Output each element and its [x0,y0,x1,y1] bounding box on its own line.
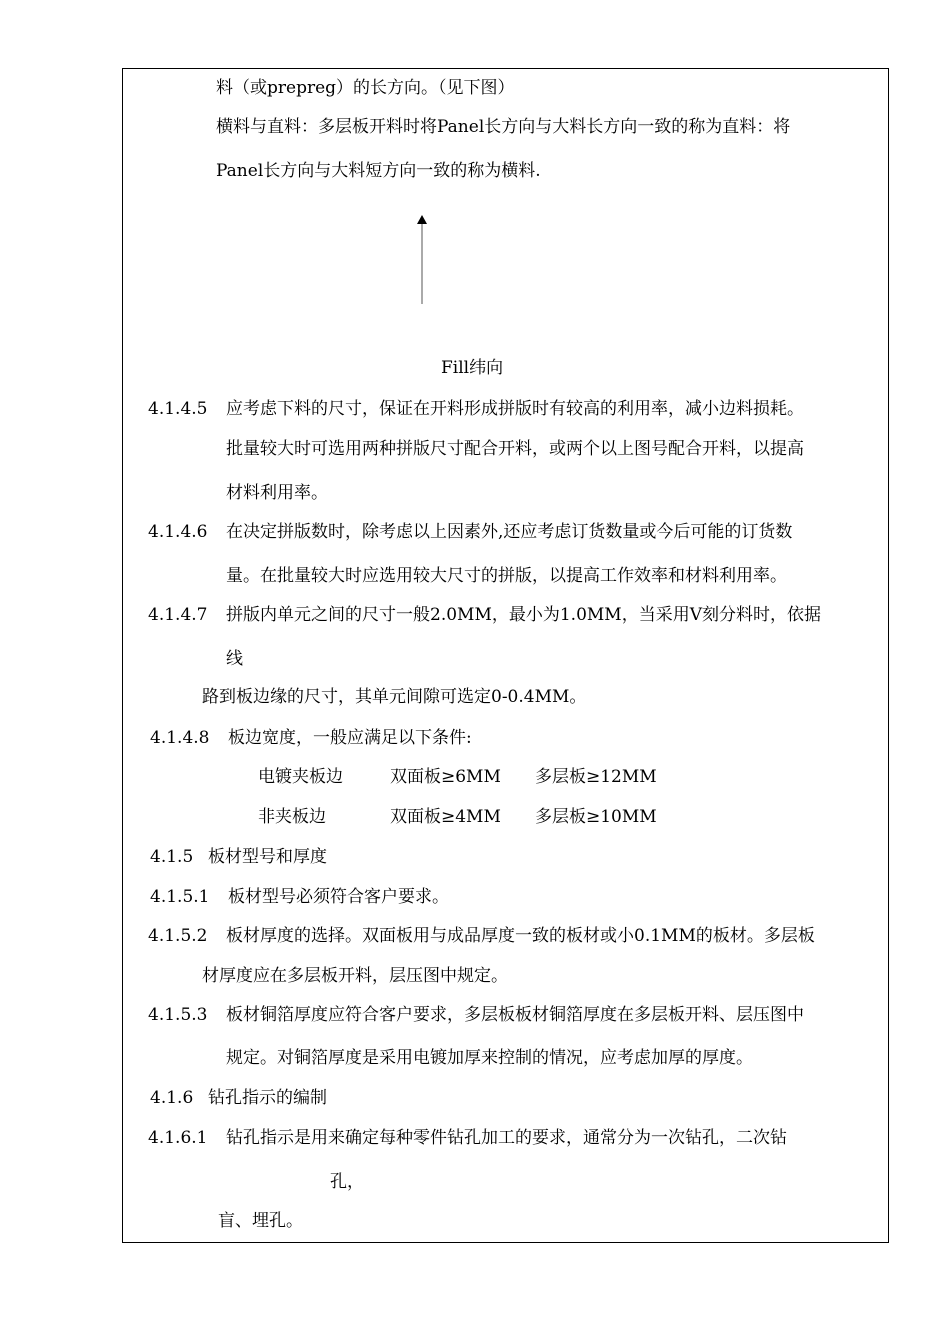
edge-row-multilayer: 多层板≥10MM [535,807,657,827]
section-4-1-5-1-line-1: 板材型号必须符合客户要求。 [228,887,449,907]
section-4-1-4-5-line-3: 材料利用率。 [226,483,328,503]
direction-arrow-icon [410,214,434,306]
section-4-1-4-7-line-1: 拼版内单元之间的尺寸一般2.0MM，最小为1.0MM，当采用V刻分料时，依据 [226,605,821,625]
edge-row-name: 电镀夹板边 [258,767,343,787]
section-4-1-6-1-number: 4.1.6.1 [148,1128,208,1148]
section-4-1-6-title: 钻孔指示的编制 [208,1088,327,1108]
section-4-1-5-2-line-1: 板材厚度的选择。双面板用与成品厚度一致的板材或小0.1MM的板材。多层板 [226,926,815,946]
edge-row-double-sided: 双面板≥6MM [390,767,501,787]
figure-label: Fill纬向 [441,358,504,378]
section-4-1-4-6-number: 4.1.4.6 [148,522,208,542]
edge-row-name: 非夹板边 [258,807,326,827]
edge-row-multilayer: 多层板≥12MM [535,767,657,787]
section-4-1-4-6-line-1: 在决定拼版数时，除考虑以上因素外,还应考虑订货数量或今后可能的订货数 [226,522,793,542]
intro-line-1: 料（或prepreg）的长方向。（见下图） [216,78,515,98]
section-4-1-5-1-number: 4.1.5.1 [150,887,210,907]
section-4-1-5-3-number: 4.1.5.3 [148,1005,208,1025]
section-4-1-5-2-line-2: 材厚度应在多层板开料，层压图中规定。 [202,966,508,986]
section-4-1-4-5-line-2: 批量较大时可选用两种拼版尺寸配合开料，或两个以上图号配合开料，以提高 [226,439,804,459]
section-4-1-4-8-line-1: 板边宽度，一般应满足以下条件: [228,728,472,748]
section-4-1-5-3-line-1: 板材铜箔厚度应符合客户要求，多层板板材铜箔厚度在多层板开料、层压图中 [226,1005,804,1025]
section-4-1-4-8-number: 4.1.4.8 [150,728,210,748]
section-4-1-4-6-line-2: 量。在批量较大时应选用较大尺寸的拼版，以提高工作效率和材料利用率。 [226,566,787,586]
section-4-1-4-7-line-2: 线 [226,649,243,669]
section-4-1-6-1-line-1: 钻孔指示是用来确定每种零件钻孔加工的要求，通常分为一次钻孔，二次钻 [226,1128,787,1148]
intro-line-2: 横料与直料：多层板开料时将Panel长方向与大料长方向一致的称为直料：将 [216,117,791,137]
section-4-1-4-7-line-3: 路到板边缘的尺寸，其单元间隙可选定0-0.4MM。 [202,687,587,707]
section-4-1-4-7-number: 4.1.4.7 [148,605,208,625]
intro-line-3: Panel长方向与大料短方向一致的称为横料. [216,161,541,181]
section-4-1-5-3-line-2: 规定。对铜箔厚度是采用电镀加厚来控制的情况，应考虑加厚的厚度。 [226,1048,753,1068]
edge-row-double-sided: 双面板≥4MM [390,807,501,827]
section-4-1-6-1-line-3: 盲、埋孔。 [218,1211,303,1231]
section-4-1-5-2-number: 4.1.5.2 [148,926,208,946]
section-4-1-5-title: 板材型号和厚度 [208,847,327,867]
section-4-1-4-5-line-1: 应考虑下料的尺寸，保证在开料形成拼版时有较高的利用率，减小边料损耗。 [226,399,804,419]
section-4-1-6-number: 4.1.6 [150,1088,194,1108]
section-4-1-5-number: 4.1.5 [150,847,194,867]
section-4-1-4-5-number: 4.1.4.5 [148,399,208,419]
section-4-1-6-1-line-2: 孔， [330,1172,364,1192]
